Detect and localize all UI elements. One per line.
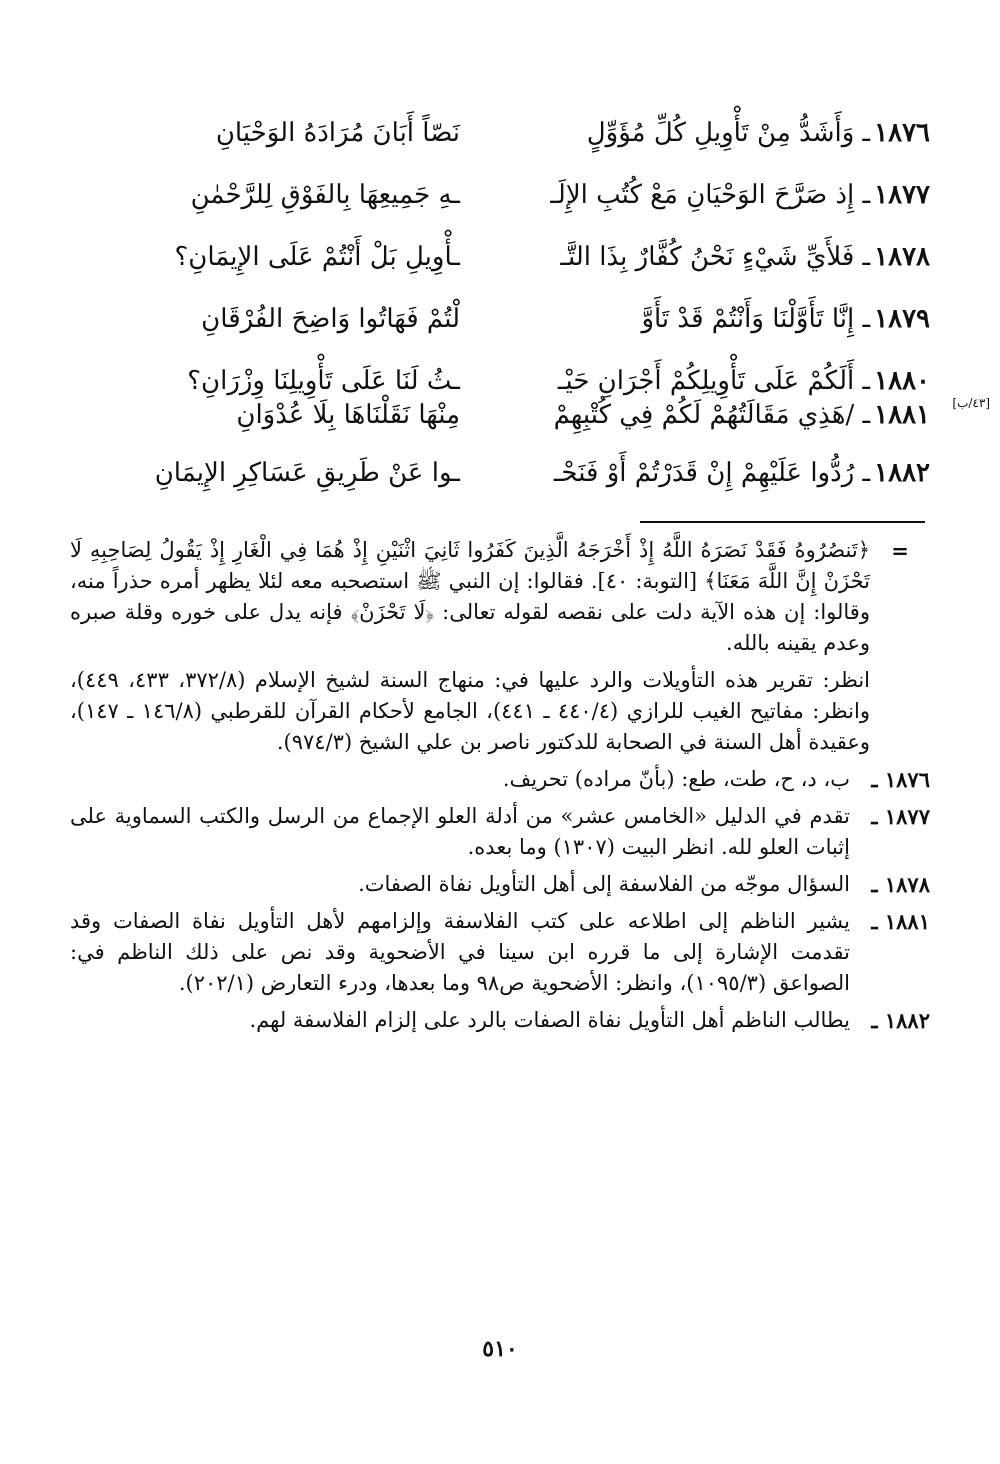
verse-second-hemistich: نَصّاً أَبَانَ مُرَادَهُ الوَحْيَانِ	[215, 118, 460, 148]
verse-first-hemistich: ١٨٧٨ـ فَلأَيِّ شَيْءٍ نَحْنُ كُفَّارٌ بِذَا التَّـ	[560, 242, 930, 272]
verse-second-hemistich: ـوا عَنْ طَرِيقِ عَسَاكِرِ الإِيمَانِ	[154, 458, 460, 488]
verse-second-hemistich: لْتُمْ فَهَاتُوا وَاضِحَ الفُرْقَانِ	[201, 304, 460, 334]
footnote-references: انظر: تقرير هذه التأويلات والرد عليها في: منهاج السنة لشيخ الإسلام (٣٧٢/٨، ٤٣٣، ٤٤٩)، وانظر: مفاتيح الغيب للرازي (٤٤٠/٤ ـ ٤٤١)، الجامع لأحكام القرآن للقرطبي (١٤٦/٨ ـ ١٤٧)، وعقيدة أهل السنة في الصحابة للدكتور ناصر بن علي الشيخ (٩٧٤/٣).	[70, 668, 871, 754]
footnote-item: ١٨٧٦ ـ ب، د، ح، طت، طع: (بأنّ مراده) تحريف.	[70, 764, 930, 795]
verse-row	[60, 231, 930, 283]
footnote-number: ١٨٨١ ـ	[871, 909, 930, 934]
verse-second-hemistich: ـهِ جَمِيعِهَا بِالفَوْقِ لِلرَّحْمٰنِ	[190, 180, 460, 210]
verse-number: ١٨٨٢	[874, 458, 930, 488]
verse-row	[60, 169, 930, 221]
verse-row	[60, 389, 990, 441]
verse-first-hemistich: ١٨٧٦ـ وَأَشَدُّ مِنْ تَأْوِيلِ كُلِّ مُؤَوِّلٍ	[586, 118, 930, 148]
continuation-mark: =	[891, 538, 909, 563]
footnote-separator	[640, 521, 925, 523]
footnote-number: ١٨٧٧ ـ	[871, 804, 930, 829]
verse-first-hemistich: ١٨٨١ـ /هَذِي مَقَالَتُهُمْ لَكُمْ فِي كُتْبِهِمْ	[553, 400, 930, 430]
verse-first-hemistich: ١٨٨٢ـ رُدُّوا عَلَيْهِمْ إِنْ قَدَرْتُمْ أَوْ فَنَحْـ	[553, 458, 930, 488]
verse-second-hemistich: ـثُ لَنَا عَلَى تَأْوِيلِنَا وِزْرَانِ؟	[187, 366, 460, 396]
verse-row	[60, 293, 930, 345]
verse-second-hemistich: مِنْهَا نَقَلْنَاهَا بِلَا عُدْوَانِ	[236, 400, 460, 430]
verse-row	[60, 447, 930, 499]
verse-row	[60, 107, 930, 159]
footnote-item: ١٨٨٢ ـ يطالب الناظم أهل التأويل نفاة الصفات بالرد على إلزام الفلاسفة لهم.	[70, 1005, 930, 1036]
verse-second-hemistich: ـأْوِيلِ بَلْ أَنْتُمْ عَلَى الإِيمَانِ؟	[174, 242, 460, 272]
footnote-number: ١٨٧٦ ـ	[871, 767, 930, 792]
verse-number: ١٨٧٦	[874, 118, 930, 148]
verse-first-hemistich: ١٨٧٧ـ إِذ صَرَّحَ الوَحْيَانِ مَعْ كُتُبِ الإِلَـ	[550, 180, 930, 210]
footnote-continuation: = ﴿تَنصُرُوهُ فَقَدْ نَصَرَهُ اللَّهُ إِذْ أَخْرَجَهُ الَّذِينَ كَفَرُوا ثَانِيَ اثْنَيْنِ إِذْ هُمَا فِي الْغَارِ إِذْ يَقُولُ لِصَاحِبِهِ لَا تَحْزَنْ إِنَّ اللَّهَ مَعَنَا﴾ [التوبة: ٤٠]. فقالوا: إن النبي ﷺ استصحبه معه لئلا يظهر أمره حذراً منه، وقالوا: إن هذه الآية دلت على نقصه لقوله تعالى: ﴿لَا تَحْزَنْ﴾ فإنه يدل على خوره وقلة صبره وعدم يقينه بالله.	[70, 535, 930, 659]
footnote-number: ١٨٧٨ ـ	[871, 872, 930, 897]
footnotes	[70, 535, 930, 1042]
verse-number: ١٨٧٨	[874, 242, 930, 272]
verse-number: ١٨٨١	[874, 400, 930, 430]
verse-first-hemistich: ١٨٨٠ـ أَلَكُمْ عَلَى تَأْوِيلِكُمْ أَجْرَانِ حَيْـ	[557, 366, 930, 396]
verse-number: ١٨٧٧	[874, 180, 930, 210]
verse-first-hemistich: ١٨٧٩ـ إِنَّا تَأَوَّلْنَا وَأَنْتُمْ قَدْ تَأَوَّ	[641, 304, 930, 334]
footnote-item: ١٨٧٧ ـ تقدم في الدليل «الخامس عشر» من أدلة العلو الإجماع من الرسل والكتب السماوية على إثبات العلو لله. انظر البيت (١٣٠٧) وما بعده.	[70, 801, 930, 863]
folio-marker: [٤٣/ب]	[952, 396, 990, 410]
footnote-item: ١٨٧٨ ـ السؤال موجّه من الفلاسفة إلى أهل التأويل نفاة الصفات.	[70, 869, 930, 900]
footnote-number: ١٨٨٢ ـ	[871, 1008, 930, 1033]
verse-number: ١٨٧٩	[874, 304, 930, 334]
footnote-item: ١٨٨١ ـ يشير الناظم إلى اطلاعه على كتب الفلاسفة وإلزامهم لأهل التأويل نفاة الصفات وقد تقدمت الإشارة إلى ما قرره ابن سينا في الأضحوية وقد نص على ذلك الناظم في: الصواعق (١٠٩٥/٣)، وانظر: الأضحوية ص٩٨ وما بعدها، ودرء التعارض (٢٠٢/١).	[70, 906, 930, 999]
page-number: ٥١٠	[482, 1336, 518, 1362]
verse-number: ١٨٨٠	[874, 366, 930, 396]
